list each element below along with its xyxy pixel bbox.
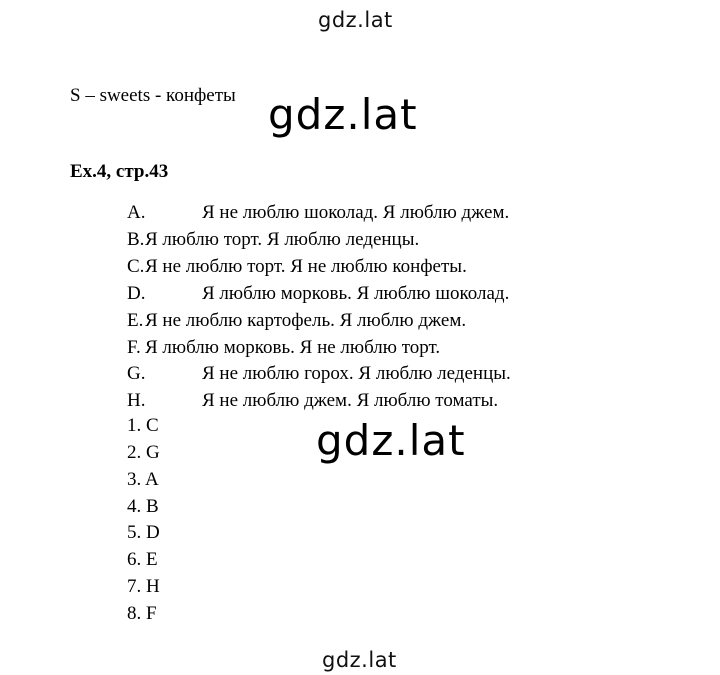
watermark-center-1: gdz.lat <box>264 94 422 136</box>
answer-item: 3. A <box>127 469 159 490</box>
sentence-text: Я не люблю шоколад. Я люблю джем. <box>202 202 510 223</box>
sentence-text: Я люблю морковь. Я не люблю торт. <box>145 337 441 358</box>
sentence-text: Я не люблю горох. Я люблю леденцы. <box>202 363 511 384</box>
answer-item: 4. B <box>127 496 159 517</box>
sentence-letter: G. <box>127 363 146 384</box>
sentence-text: Я не люблю джем. Я люблю томаты. <box>202 390 499 411</box>
vocab-line: S – sweets - конфеты <box>70 85 236 106</box>
sentence-text: Я люблю торт. Я люблю леденцы. <box>145 229 420 250</box>
sentence-letter: F. <box>127 337 141 358</box>
answer-item: 7. H <box>127 576 160 597</box>
sentence-letter: H. <box>127 390 146 411</box>
sentence-letter: B. <box>127 229 145 250</box>
answer-item: 2. G <box>127 442 160 463</box>
exercise-heading: Ex.4, стр.43 <box>70 161 169 182</box>
sentence-text: Я не люблю торт. Я не люблю конфеты. <box>145 256 467 277</box>
watermark-center-2: gdz.lat <box>312 420 470 462</box>
watermark-top: gdz.lat <box>318 8 393 32</box>
answer-item: 1. C <box>127 415 159 436</box>
sentence-letter: D. <box>127 283 146 304</box>
watermark-bottom: gdz.lat <box>322 648 397 672</box>
answer-item: 6. E <box>127 549 158 570</box>
sentence-text: Я не люблю картофель. Я люблю джем. <box>145 310 467 331</box>
sentence-letter: A. <box>127 202 146 223</box>
answer-item: 8. F <box>127 603 157 624</box>
answer-item: 5. D <box>127 522 160 543</box>
sentence-text: Я люблю морковь. Я люблю шоколад. <box>202 283 510 304</box>
sentence-letter: C. <box>127 256 145 277</box>
sentence-letter: E. <box>127 310 144 331</box>
